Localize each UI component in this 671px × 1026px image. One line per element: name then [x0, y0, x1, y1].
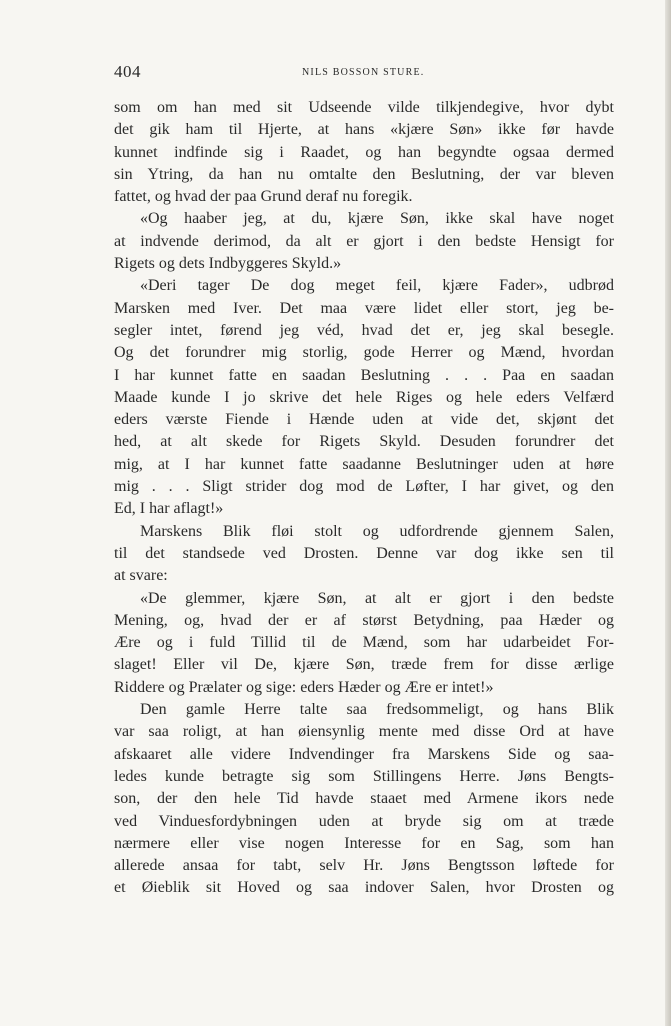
text-line: Ed, I har aflagt!» [114, 500, 224, 518]
text-line: at indvende derimod, da alt er gjort i den bedste Hensigt for [114, 232, 614, 250]
text-line: det gik ham til Hjerte, at hans «kjære Søn» ikke før havde [114, 121, 614, 139]
text-line: ved Vinduesfordybningen uden at bryde sig om at træde [114, 812, 614, 830]
text-line: et Øieblik sit Hoved og saa indover Salen, hvor Drosten og [114, 879, 614, 897]
text-line: afskaaret alle videre Indvendinger fra Marskens Side og saa- [114, 745, 614, 763]
text-line: Marskens Blik fløi stolt og udfordrende gjennem Salen, [140, 522, 614, 540]
text-line: var saa roligt, at han øiensynlig mente med disse Ord at have [114, 723, 614, 741]
text-line: nærmere eller vise nogen Interesse for en Sag, som han [114, 834, 614, 852]
body-text [114, 97, 614, 900]
text-line: Ære og i fuld Tillid til de Mænd, som har udarbeidet For- [114, 634, 614, 652]
page-number: 404 [114, 62, 141, 81]
text-line: sin Ytring, da han nu omtalte den Beslutning, der var bleven [114, 165, 614, 183]
text-line: Og det forundrer mig storlig, gode Herrer og Mænd, hvordan [114, 344, 614, 362]
text-line: hed, at alt skede for Rigets Skyld. Desuden forundrer det [114, 433, 614, 451]
text-line: mig, at I har kunnet fatte saadanne Beslutninger uden at høre [114, 455, 614, 473]
text-line: Maade kunde I jo skrive det hele Riges og hele eders Velfærd [114, 388, 614, 406]
text-line: «Deri tager De dog meget feil, kjære Fader», udbrød [140, 277, 614, 295]
text-line: Riddere og Prælater og sige: eders Hæder og Ære er intet!» [114, 678, 494, 696]
text-line: mig . . . Sligt strider dog mod de Løfter, I har givet, og den [114, 478, 614, 496]
text-line: kunnet indfinde sig i Raadet, og han begyndte ogsaa dermed [114, 143, 614, 161]
text-line: fattet, og hvad der paa Grund deraf nu foregik. [114, 188, 413, 206]
text-line: Den gamle Herre talte saa fredsommeligt, og hans Blik [140, 701, 614, 719]
page-edge [665, 0, 671, 1026]
text-line: til det standsede ved Drosten. Denne var dog ikke sen til [114, 544, 614, 562]
text-line: ledes kunde betragte sig som Stillingens Herre. Jøns Bengts- [114, 767, 614, 785]
text-line: som om han med sit Udseende vilde tilkjendegive, hvor dybt [114, 99, 614, 116]
text-line: allerede ansaa for tabt, selv Hr. Jøns Bengtsson løftede for [114, 857, 614, 875]
running-head: NILS BOSSON STURE. [302, 67, 425, 78]
text-line: «De glemmer, kjære Søn, at alt er gjort i den bedste [140, 589, 614, 607]
text-line: son, der den hele Tid havde staaet med Armene ikors nede [114, 790, 614, 808]
text-line: slaget! Eller vil De, kjære Søn, træde frem for disse ærlige [114, 656, 614, 674]
text-line: I har kunnet fatte en saadan Beslutning . . . Paa en saadan [114, 366, 614, 384]
page-header [114, 62, 614, 86]
text-line: Rigets og dets Indbyggeres Skyld.» [114, 255, 342, 273]
text-line: Marsken med Iver. Det maa være lidet eller stort, jeg be- [114, 299, 614, 317]
text-line: «Og haaber jeg, at du, kjære Søn, ikke skal have noget [140, 210, 614, 228]
text-line: eders værste Fiende i Hænde uden at vide det, skjønt det [114, 411, 614, 429]
text-line: Mening, og, hvad der er af størst Betydning, paa Hæder og [114, 611, 614, 629]
text-line: at svare: [114, 567, 168, 585]
text-line: segler intet, førend jeg véd, hvad det er, jeg skal besegle. [114, 321, 614, 339]
